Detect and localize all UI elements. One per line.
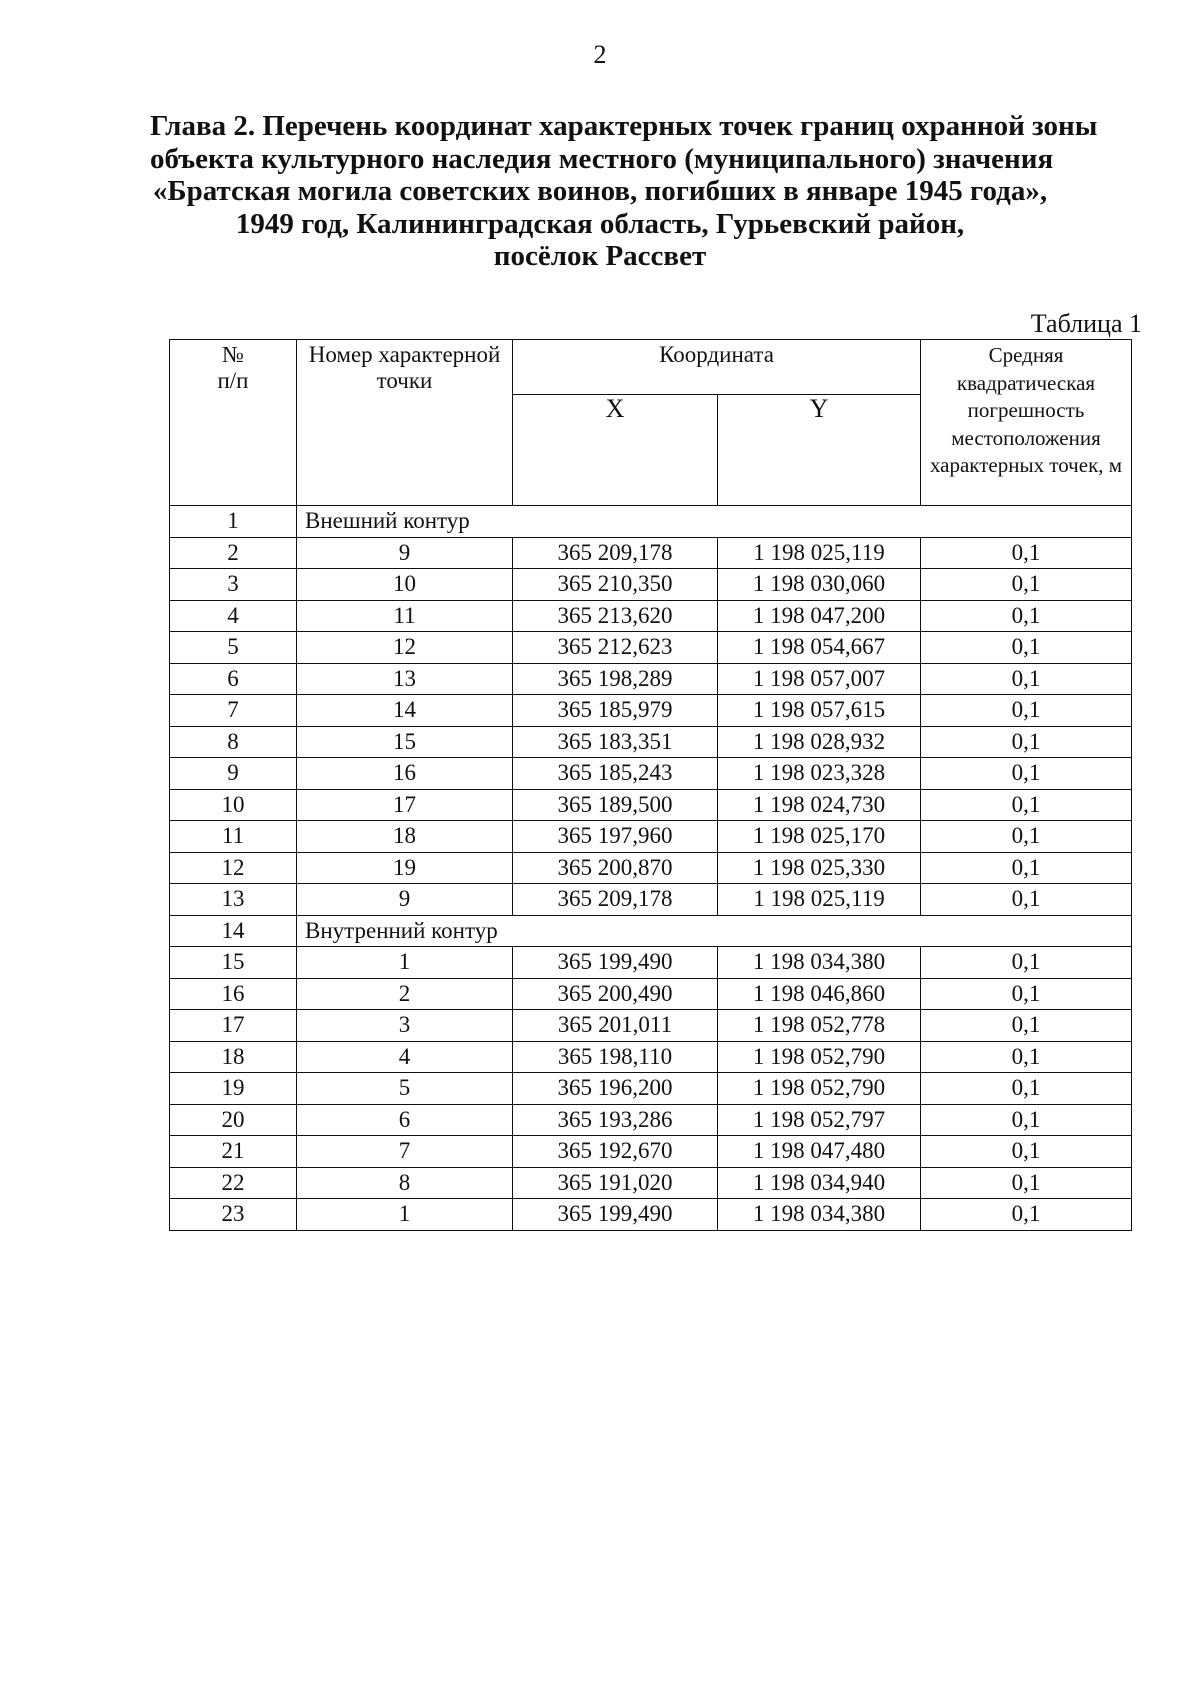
coordinate-x: 365 183,351 bbox=[513, 726, 718, 758]
error-value: 0,1 bbox=[921, 537, 1132, 569]
header-x: X bbox=[513, 395, 718, 506]
error-value: 0,1 bbox=[921, 884, 1132, 916]
error-value: 0,1 bbox=[921, 663, 1132, 695]
row-index: 11 bbox=[170, 821, 297, 853]
point-number: 16 bbox=[297, 758, 513, 790]
row-index: 13 bbox=[170, 884, 297, 916]
table-row bbox=[170, 726, 1132, 758]
row-index: 3 bbox=[170, 569, 297, 601]
error-value: 0,1 bbox=[921, 978, 1132, 1010]
error-value: 0,1 bbox=[921, 726, 1132, 758]
coordinate-y: 1 198 057,615 bbox=[718, 695, 921, 727]
error-value: 0,1 bbox=[921, 947, 1132, 979]
row-index: 21 bbox=[170, 1136, 297, 1168]
coordinate-x: 365 199,490 bbox=[513, 947, 718, 979]
coordinate-x: 365 213,620 bbox=[513, 600, 718, 632]
error-value: 0,1 bbox=[921, 758, 1132, 790]
row-index: 17 bbox=[170, 1010, 297, 1042]
point-number: 6 bbox=[297, 1104, 513, 1136]
coordinate-y: 1 198 052,797 bbox=[718, 1104, 921, 1136]
point-number: 11 bbox=[297, 600, 513, 632]
table-row bbox=[170, 569, 1132, 601]
table-row bbox=[170, 1010, 1132, 1042]
table-row bbox=[170, 1199, 1132, 1231]
error-value: 0,1 bbox=[921, 569, 1132, 601]
coordinate-y: 1 198 025,119 bbox=[718, 884, 921, 916]
table-row bbox=[170, 632, 1132, 664]
table-row bbox=[170, 537, 1132, 569]
coordinate-y: 1 198 054,667 bbox=[718, 632, 921, 664]
point-number: 1 bbox=[297, 947, 513, 979]
coordinate-x: 365 198,110 bbox=[513, 1041, 718, 1073]
row-index: 19 bbox=[170, 1073, 297, 1105]
coordinate-x: 365 185,979 bbox=[513, 695, 718, 727]
section-index: 1 bbox=[170, 506, 297, 538]
header-coordinate: Координата bbox=[513, 340, 921, 395]
error-value: 0,1 bbox=[921, 821, 1132, 853]
table-row bbox=[170, 1073, 1132, 1105]
chapter-title-line: объекта культурного наследия местного (муниципального) значения bbox=[150, 142, 1054, 175]
point-number: 4 bbox=[297, 1041, 513, 1073]
page-number: 2 bbox=[593, 40, 607, 69]
coordinate-x: 365 193,286 bbox=[513, 1104, 718, 1136]
row-index: 20 bbox=[170, 1104, 297, 1136]
header-index-symbol: № bbox=[222, 342, 244, 367]
coordinate-y: 1 198 024,730 bbox=[718, 789, 921, 821]
point-number: 15 bbox=[297, 726, 513, 758]
error-value: 0,1 bbox=[921, 1167, 1132, 1199]
point-number: 12 bbox=[297, 632, 513, 664]
row-index: 7 bbox=[170, 695, 297, 727]
point-number: 1 bbox=[297, 1199, 513, 1231]
coordinate-x: 365 200,870 bbox=[513, 852, 718, 884]
section-index: 14 bbox=[170, 915, 297, 947]
coordinate-x: 365 212,623 bbox=[513, 632, 718, 664]
table-row bbox=[170, 600, 1132, 632]
header-point-number: Номер характерной точки bbox=[297, 340, 513, 506]
chapter-title-line: «Братская могила советских воинов, погибших в январе 1945 года», bbox=[152, 175, 1048, 207]
error-value: 0,1 bbox=[921, 1010, 1132, 1042]
section-label: Внутренний контур bbox=[297, 915, 1132, 947]
coordinate-y: 1 198 034,940 bbox=[718, 1167, 921, 1199]
coordinate-x: 365 185,243 bbox=[513, 758, 718, 790]
error-value: 0,1 bbox=[921, 1041, 1132, 1073]
coordinate-y: 1 198 046,860 bbox=[718, 978, 921, 1010]
coordinate-x: 365 189,500 bbox=[513, 789, 718, 821]
table-row bbox=[170, 884, 1132, 916]
row-index: 4 bbox=[170, 600, 297, 632]
coordinate-x: 365 201,011 bbox=[513, 1010, 718, 1042]
table-row bbox=[170, 663, 1132, 695]
row-index: 12 bbox=[170, 852, 297, 884]
row-index: 10 bbox=[170, 789, 297, 821]
section-label: Внешний контур bbox=[297, 506, 1132, 538]
table-row bbox=[170, 695, 1132, 727]
coordinate-y: 1 198 057,007 bbox=[718, 663, 921, 695]
table-caption: Таблица 1 bbox=[1030, 309, 1142, 338]
table-row bbox=[170, 852, 1132, 884]
table-row bbox=[170, 1136, 1132, 1168]
table-row bbox=[170, 1041, 1132, 1073]
coordinate-x: 365 198,289 bbox=[513, 663, 718, 695]
point-number: 8 bbox=[297, 1167, 513, 1199]
table-row bbox=[170, 821, 1132, 853]
row-index: 8 bbox=[170, 726, 297, 758]
error-value: 0,1 bbox=[921, 1104, 1132, 1136]
coordinate-x: 365 197,960 bbox=[513, 821, 718, 853]
point-number: 14 bbox=[297, 695, 513, 727]
row-index: 6 bbox=[170, 663, 297, 695]
chapter-title-line: 1949 год, Калининградская область, Гурьевский район, bbox=[235, 207, 965, 240]
coordinates-table bbox=[169, 339, 1132, 1231]
point-number: 18 bbox=[297, 821, 513, 853]
header-index-abbrev: п/п bbox=[217, 368, 249, 393]
coordinate-y: 1 198 025,170 bbox=[718, 821, 921, 853]
chapter-title-line: посёлок Рассвет bbox=[493, 240, 707, 272]
point-number: 9 bbox=[297, 537, 513, 569]
coordinate-y: 1 198 047,480 bbox=[718, 1136, 921, 1168]
coordinate-y: 1 198 028,932 bbox=[718, 726, 921, 758]
coordinate-y: 1 198 030,060 bbox=[718, 569, 921, 601]
header-index bbox=[170, 340, 297, 506]
point-number: 17 bbox=[297, 789, 513, 821]
header-error: Средняя квадратическая погрешность местоположения характерных точек, м bbox=[921, 340, 1132, 506]
error-value: 0,1 bbox=[921, 1136, 1132, 1168]
coordinate-y: 1 198 023,328 bbox=[718, 758, 921, 790]
error-value: 0,1 bbox=[921, 852, 1132, 884]
row-index: 23 bbox=[170, 1199, 297, 1231]
coordinate-x: 365 209,178 bbox=[513, 537, 718, 569]
point-number: 13 bbox=[297, 663, 513, 695]
coordinate-y: 1 198 025,330 bbox=[718, 852, 921, 884]
error-value: 0,1 bbox=[921, 632, 1132, 664]
point-number: 2 bbox=[297, 978, 513, 1010]
table-row bbox=[170, 947, 1132, 979]
coordinate-x: 365 200,490 bbox=[513, 978, 718, 1010]
coordinate-y: 1 198 052,790 bbox=[718, 1041, 921, 1073]
row-index: 9 bbox=[170, 758, 297, 790]
table-row bbox=[170, 1167, 1132, 1199]
coordinate-x: 365 192,670 bbox=[513, 1136, 718, 1168]
section-row bbox=[170, 915, 1132, 947]
error-value: 0,1 bbox=[921, 600, 1132, 632]
table-row bbox=[170, 978, 1132, 1010]
error-value: 0,1 bbox=[921, 1073, 1132, 1105]
error-value: 0,1 bbox=[921, 1199, 1132, 1231]
row-index: 2 bbox=[170, 537, 297, 569]
coordinate-x: 365 196,200 bbox=[513, 1073, 718, 1105]
coordinate-y: 1 198 052,778 bbox=[718, 1010, 921, 1042]
coordinate-x: 365 199,490 bbox=[513, 1199, 718, 1231]
table-row bbox=[170, 1104, 1132, 1136]
row-index: 18 bbox=[170, 1041, 297, 1073]
chapter-title bbox=[150, 110, 1098, 273]
point-number: 5 bbox=[297, 1073, 513, 1105]
coordinate-y: 1 198 034,380 bbox=[718, 1199, 921, 1231]
table-row bbox=[170, 758, 1132, 790]
coordinate-y: 1 198 047,200 bbox=[718, 600, 921, 632]
row-index: 22 bbox=[170, 1167, 297, 1199]
point-number: 7 bbox=[297, 1136, 513, 1168]
table-row bbox=[170, 789, 1132, 821]
section-row bbox=[170, 506, 1132, 538]
point-number: 19 bbox=[297, 852, 513, 884]
coordinate-x: 365 191,020 bbox=[513, 1167, 718, 1199]
row-index: 15 bbox=[170, 947, 297, 979]
point-number: 10 bbox=[297, 569, 513, 601]
coordinate-y: 1 198 034,380 bbox=[718, 947, 921, 979]
table-body bbox=[170, 506, 1132, 1231]
header-y: Y bbox=[718, 395, 921, 506]
coordinate-y: 1 198 025,119 bbox=[718, 537, 921, 569]
coordinate-x: 365 210,350 bbox=[513, 569, 718, 601]
point-number: 9 bbox=[297, 884, 513, 916]
coordinate-x: 365 209,178 bbox=[513, 884, 718, 916]
coordinate-y: 1 198 052,790 bbox=[718, 1073, 921, 1105]
error-value: 0,1 bbox=[921, 695, 1132, 727]
chapter-title-line: Глава 2. Перечень координат характерных точек границ охранной зоны bbox=[150, 110, 1098, 142]
row-index: 16 bbox=[170, 978, 297, 1010]
error-value: 0,1 bbox=[921, 789, 1132, 821]
row-index: 5 bbox=[170, 632, 297, 664]
point-number: 3 bbox=[297, 1010, 513, 1042]
